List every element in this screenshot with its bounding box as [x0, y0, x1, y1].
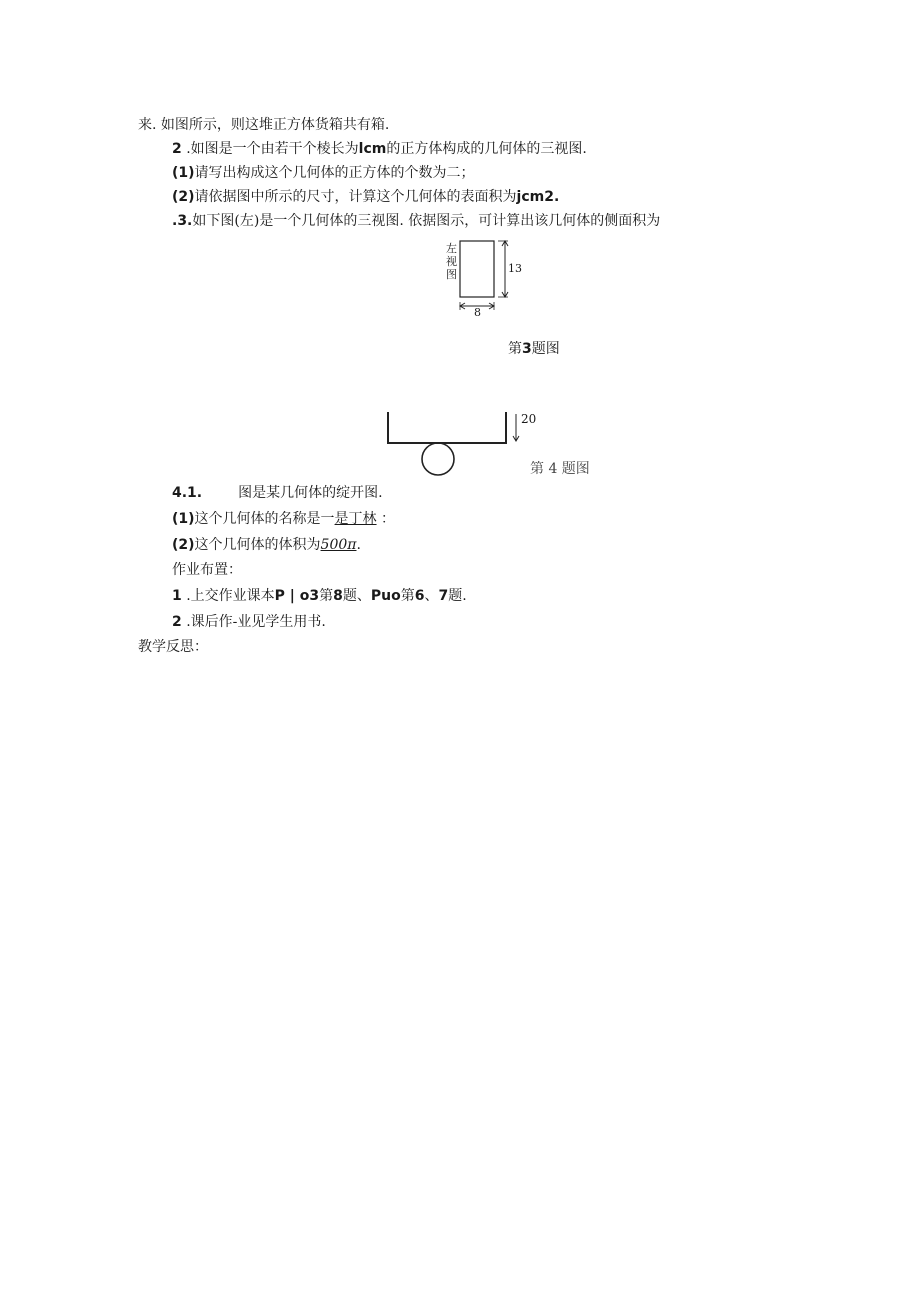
- q4-subq-2-end: .: [356, 537, 361, 553]
- homework-1-num-c: 7: [438, 588, 449, 604]
- line-3: [172, 164, 475, 182]
- question-2-unit: lcm: [358, 141, 387, 157]
- question-3-text: 如下图(左)是一个几何体的三视图. 依据图示，可计算出该几何体的侧面积为: [192, 213, 661, 229]
- line-4: [172, 188, 559, 206]
- line-7: [172, 510, 395, 528]
- subq-2-number: (2): [172, 189, 195, 205]
- question-2-text: .如图是一个由若干个棱长为: [181, 141, 359, 157]
- line-5: [172, 212, 660, 230]
- figure-3-caption-number: 3: [522, 341, 532, 357]
- q4-subq-2-number: (2): [172, 537, 195, 553]
- line-8: [172, 536, 361, 554]
- homework-1-page-b: Puo: [370, 588, 401, 604]
- line-11: [172, 613, 326, 631]
- q4-subq-2-answer: 500π: [320, 537, 357, 553]
- homework-1-num-a: 8: [333, 588, 343, 604]
- homework-1-text: .上交作业课本: [181, 588, 275, 604]
- subq-1-number: (1): [172, 165, 195, 181]
- homework-1-t3: 题、: [342, 588, 371, 604]
- homework-1-page-a: P | o3: [274, 588, 320, 604]
- figure-4-caption: 第 4 题图: [530, 461, 590, 477]
- q4-subq-2-text: 这个几何体的体积为: [194, 537, 321, 553]
- q4-subq-1-number: (1): [172, 511, 195, 527]
- line-1-text: 来. 如图所示，则这堆正方体货箱共有箱.: [138, 117, 390, 133]
- homework-1-number: 1: [172, 588, 182, 604]
- figure-3-side-label: 左视图: [446, 242, 457, 281]
- q4-subq-1-text: 这个几何体的名称是一: [194, 511, 335, 527]
- question-4-text: 图是某几何体的绽开图.: [238, 485, 383, 501]
- homework-1-num-b: 6: [414, 588, 425, 604]
- line-12: [138, 638, 208, 656]
- figure-3-caption-pre: 第: [508, 341, 522, 357]
- line-2: [172, 140, 587, 158]
- q4-subq-1-end: ：: [376, 511, 395, 527]
- question-2-rest: 的正方体构成的几何体的三视图.: [386, 141, 587, 157]
- line-10: [172, 587, 467, 605]
- question-3-number: .3.: [172, 213, 193, 229]
- q4-subq-1-answer: 是丁林: [334, 511, 377, 527]
- subq-1-text: 请写出构成这个几何体的正方体的个数为二；: [194, 165, 475, 181]
- question-2-number: 2: [172, 141, 182, 157]
- line-9: [172, 561, 242, 579]
- homework-1-t4: 第: [400, 588, 415, 604]
- homework-heading: 作业布置：: [172, 562, 242, 578]
- homework-1-t5: 、: [424, 588, 439, 604]
- subq-2-text: 请依据图中所示的尺寸，计算这个几何体的表面积为: [194, 189, 517, 205]
- line-1: [138, 116, 389, 134]
- homework-2-number: 2: [172, 614, 182, 630]
- figure-3-caption-post: 题图: [531, 341, 560, 357]
- figure-3: [440, 236, 520, 320]
- homework-1-t2: 第: [319, 588, 334, 604]
- figure-3-caption: [508, 338, 560, 358]
- line-6: [172, 484, 383, 502]
- figure-4-height-label: 20: [521, 412, 537, 426]
- subq-2-answer: jcm2.: [516, 189, 560, 205]
- figure-3-width-label: 8: [474, 306, 481, 319]
- figure-4: [380, 408, 620, 480]
- homework-1-t6: 题.: [448, 588, 467, 604]
- homework-2-text: .课后作-业见学生用书.: [181, 614, 326, 630]
- question-4-number: 4.1.: [172, 485, 203, 501]
- reflection-heading: 教学反思：: [138, 639, 208, 655]
- figure-3-height-label: 13: [508, 262, 522, 275]
